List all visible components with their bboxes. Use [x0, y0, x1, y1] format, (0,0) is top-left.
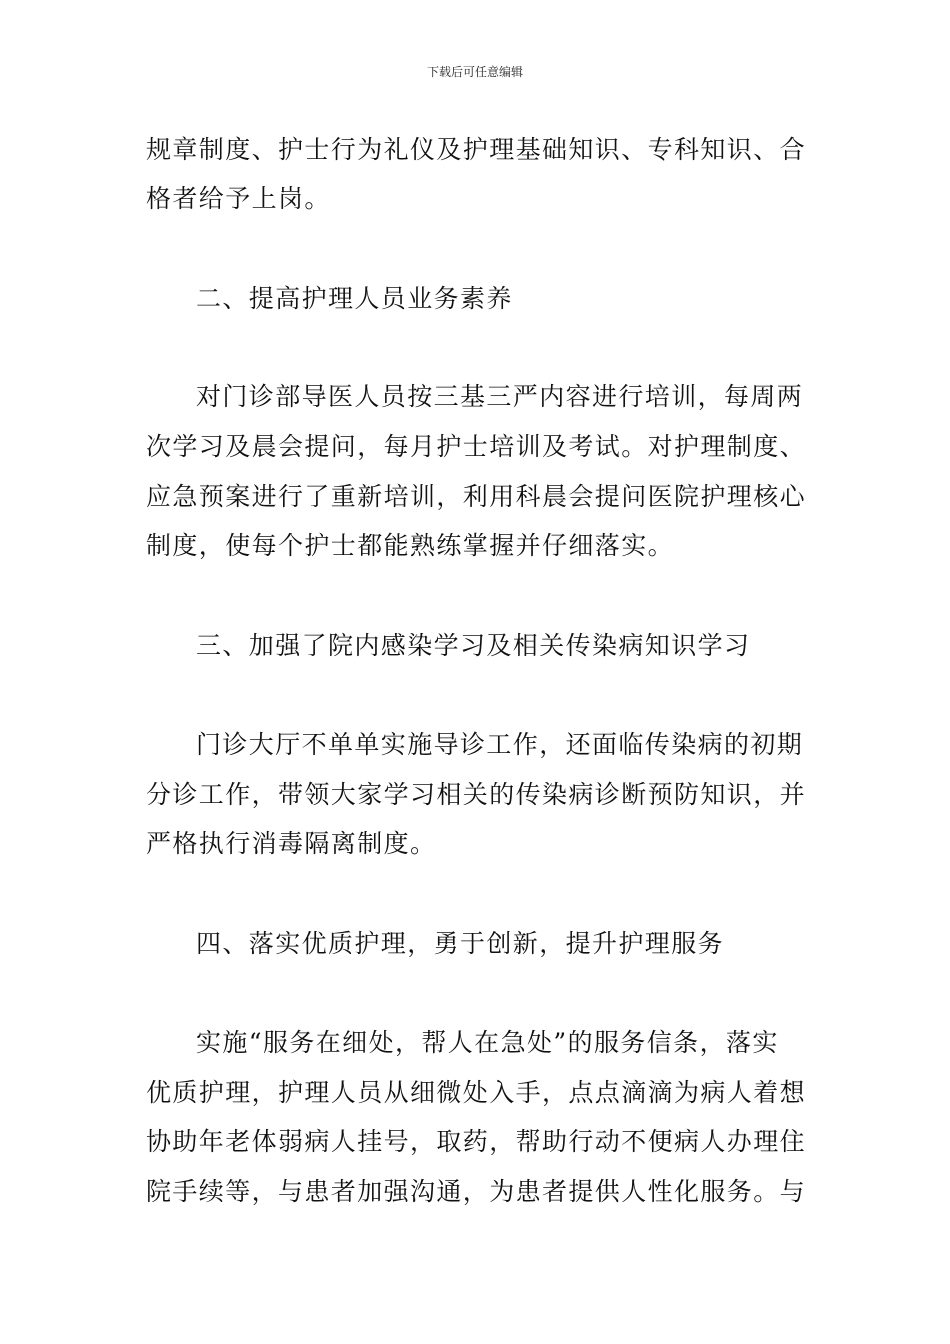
paragraph-line: 分诊工作，带领大家学习相关的传染病诊断预防知识，并 — [146, 780, 807, 809]
page-header-note: 下载后可任意编辑 — [426, 65, 523, 79]
paragraph-line: 协助年老体弱病人挂号，取药，帮助行动不便病人办理住 — [146, 1127, 807, 1156]
paragraph-line: 规章制度、护士行为礼仪及护理基础知识、专科知识、合 — [146, 135, 807, 164]
section-heading: 四、落实优质护理，勇于创新，提升护理服务 — [196, 929, 725, 958]
paragraph-line: 次学习及晨会提问，每月护士培训及考试。对护理制度、 — [146, 432, 807, 461]
section-heading: 三、加强了院内感染学习及相关传染病知识学习 — [196, 631, 751, 660]
paragraph-line: 应急预案进行了重新培训，利用科晨会提问医院护理核心 — [146, 482, 807, 511]
paragraph-line: 对门诊部导医人员按三基三严内容进行培训，每周两 — [196, 382, 804, 411]
section-heading: 二、提高护理人员业务素养 — [196, 284, 513, 313]
paragraph-line: 格者给予上岗。 — [146, 184, 331, 213]
paragraph-line: 院手续等，与患者加强沟通，为患者提供人性化服务。与 — [146, 1177, 807, 1206]
paragraph-line: 实施“服务在细处，帮人在急处”的服务信条，落实 — [196, 1028, 779, 1057]
paragraph-line: 优质护理，护理人员从细微处入手，点点滴滴为病人着想 — [146, 1078, 807, 1107]
paragraph-line: 门诊大厅不单单实施导诊工作，还面临传染病的初期 — [196, 730, 804, 759]
paragraph-line: 严格执行消毒隔离制度。 — [146, 829, 437, 858]
paragraph-line: 制度，使每个护士都能熟练掌握并仔细落实。 — [146, 531, 675, 560]
